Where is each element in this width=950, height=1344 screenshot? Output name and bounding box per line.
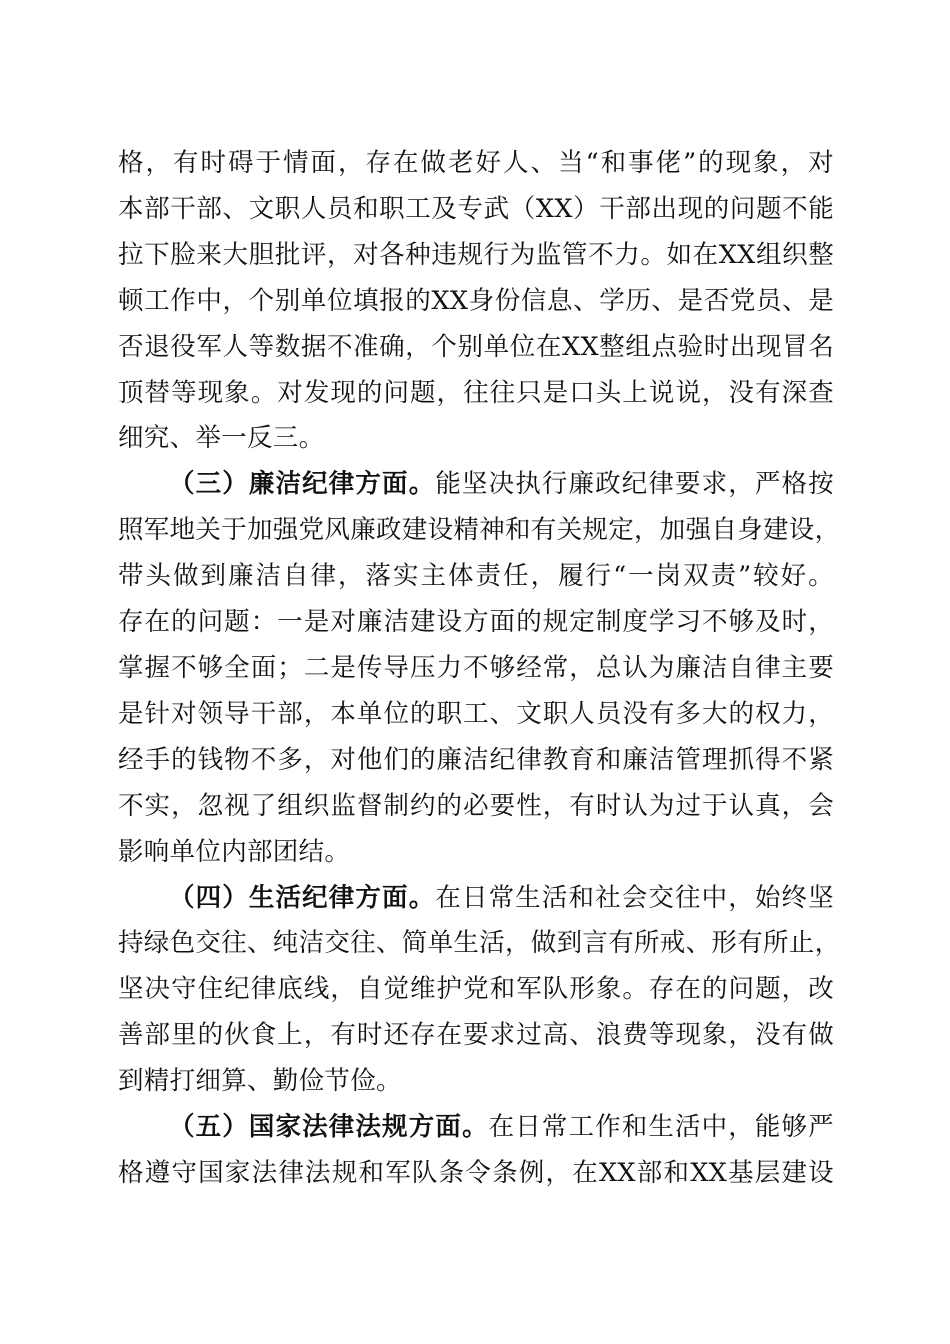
text-line: 本部干部、文职人员和职工及专武（XX）干部出现的问题不能 — [118, 193, 834, 224]
document-body — [118, 141, 841, 1197]
text-line: 带头做到廉洁自律，落实主体责任，履行“一岗双责”较好。 — [118, 561, 834, 592]
text-line: 拉下脸来大胆批评，对各种违规行为监管不力。如在XX组织整 — [118, 239, 834, 270]
text-line: 善部里的伙食上，有时还存在要求过高、浪费等现象，没有做 — [118, 1020, 834, 1051]
text-line: 存在的问题：一是对廉洁建设方面的规定制度学习不够及时， — [118, 607, 834, 638]
text-line: 经手的钱物不多，对他们的廉洁纪律教育和廉洁管理抓得不紧 — [118, 744, 834, 775]
text-run: 在日常生活和社会交往中，始终坚 — [435, 882, 834, 913]
text-line: 影响单位内部团结。 — [118, 836, 351, 867]
text-line: 到精打细算、勤俭节俭。 — [118, 1066, 402, 1097]
text-line: 持绿色交往、纯洁交往、简单生活，做到言有所戒、形有所止， — [118, 928, 841, 959]
text-line: 不实，忽视了组织监督制约的必要性，有时认为过于认真，会 — [118, 790, 834, 821]
text-line: 顶替等现象。对发现的问题，往往只是口头上说说，没有深查 — [118, 377, 834, 408]
text-run: 在日常工作和生活中，能够严 — [488, 1112, 834, 1143]
text-run: 能坚决执行廉政纪律要求，严格按 — [435, 469, 834, 500]
text-line: 是针对领导干部，本单位的职工、文职人员没有多大的权力， — [118, 698, 834, 729]
paragraph-life-discipline — [118, 876, 841, 1106]
text-line: 格，有时碍于情面，存在做老好人、当“和事佬”的现象，对 — [118, 148, 834, 178]
section-heading: （三）廉洁纪律方面。 — [169, 469, 436, 500]
section-heading: （五）国家法律法规方面。 — [169, 1112, 489, 1143]
text-line — [118, 462, 834, 508]
paragraph-laws-regulations — [118, 1105, 834, 1197]
text-line: 顿工作中，个别单位填报的XX身份信息、学历、是否党员、是 — [118, 285, 834, 316]
text-line — [118, 1105, 834, 1151]
text-line: 否退役军人等数据不准确，个别单位在XX整组点验时出现冒名 — [118, 331, 834, 362]
text-line: 坚决守住纪律底线，自觉维护党和军队形象。存在的问题，改 — [118, 974, 834, 1005]
text-line: 格遵守国家法律法规和军队条令条例，在XX部和XX基层建设 — [118, 1157, 834, 1188]
section-heading: （四）生活纪律方面。 — [169, 882, 436, 913]
text-line: 照军地关于加强党风廉政建设精神和有关规定，加强自身建设， — [118, 515, 841, 546]
text-line: 细究、举一反三。 — [118, 423, 325, 454]
text-line — [118, 876, 834, 922]
paragraph-continued — [118, 141, 834, 462]
text-line: 掌握不够全面；二是传导压力不够经常，总认为廉洁自律主要 — [118, 652, 834, 683]
paragraph-integrity-discipline — [118, 462, 841, 875]
